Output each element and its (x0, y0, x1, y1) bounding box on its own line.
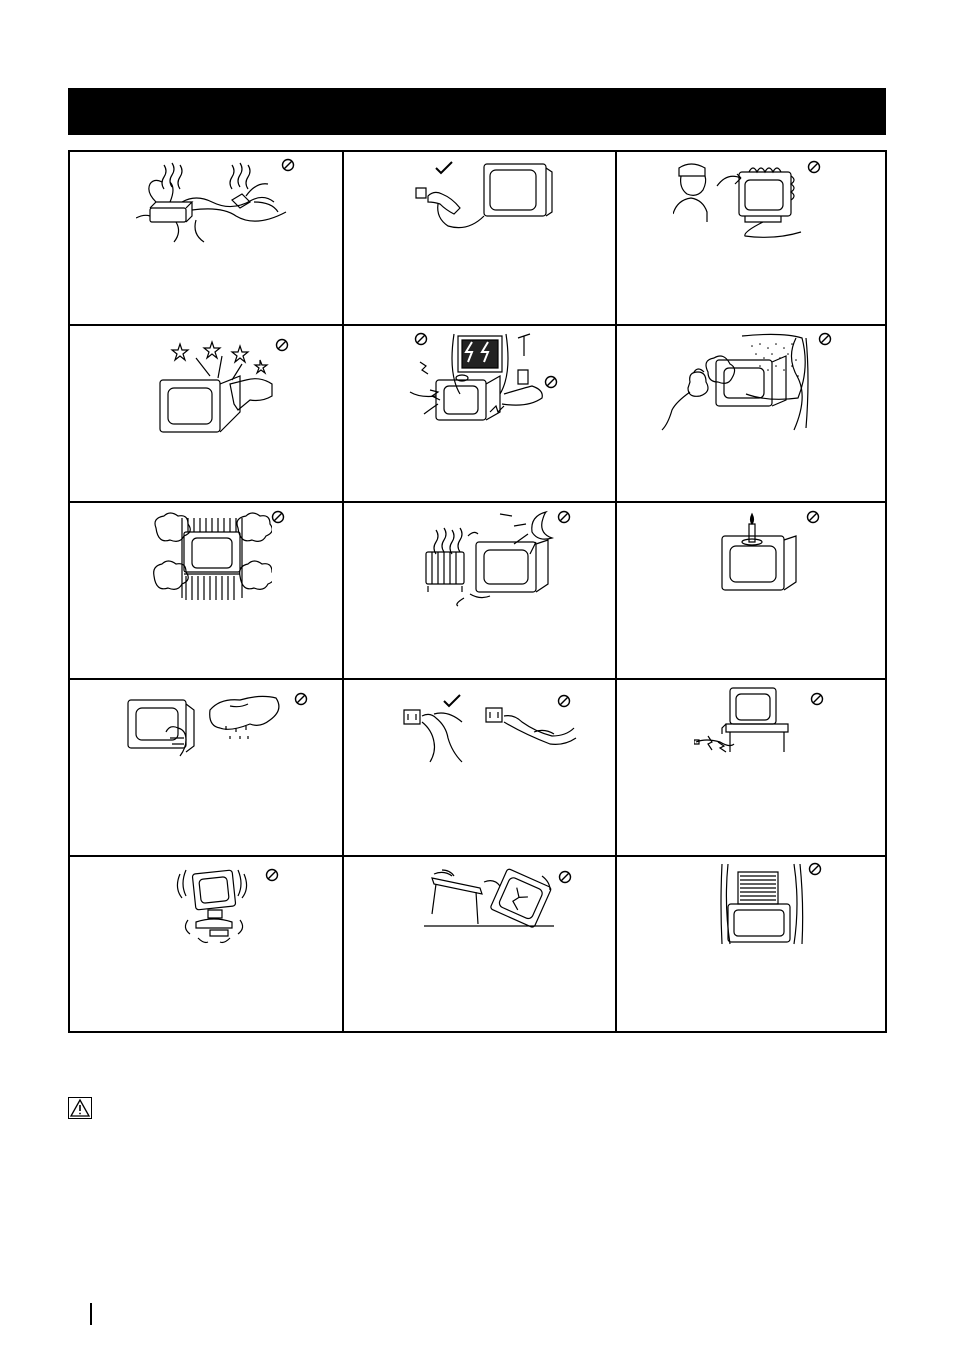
prohibited-icon (281, 158, 295, 172)
candle-on-tv-icon (720, 512, 800, 594)
prohibited-icon (275, 338, 289, 352)
prohibited-icon (808, 862, 822, 876)
falling-tv-icon (422, 868, 556, 932)
prohibited-icon (807, 160, 821, 174)
page-margin-rule (90, 1303, 92, 1325)
lightning-storm-icon (400, 332, 550, 428)
heavy-objects-on-tv-icon (720, 862, 810, 946)
section-header-bar (68, 88, 886, 135)
steam-humidity-icon (656, 332, 816, 432)
wet-cloth-icon (126, 692, 296, 762)
caution-triangle-icon (68, 1097, 92, 1119)
prohibited-icon (265, 868, 279, 882)
grid-divider (70, 855, 885, 857)
grid-divider (70, 678, 885, 680)
prohibited-icon (294, 692, 308, 706)
checkmark-icon (443, 694, 461, 708)
grid-divider (342, 152, 344, 1031)
object-inserted-tv-icon (156, 338, 276, 436)
grid-divider (70, 324, 885, 326)
prohibited-icon (806, 510, 820, 524)
prohibited-icon (557, 510, 571, 524)
service-technician-icon (673, 158, 809, 238)
safety-illustration-grid (68, 150, 887, 1033)
prohibited-icon (818, 332, 832, 346)
overloaded-outlet-icon (136, 160, 306, 245)
prohibited-icon (544, 375, 558, 389)
prohibited-icon (810, 692, 824, 706)
prohibited-icon (414, 332, 428, 346)
prohibited-icon (558, 870, 572, 884)
grid-divider (70, 501, 885, 503)
prohibited-icon (271, 510, 285, 524)
unplug-by-plug-icon (400, 700, 580, 766)
heat-sunlight-icon (416, 508, 566, 608)
grid-divider (615, 152, 617, 1031)
checkmark-icon (435, 161, 453, 175)
blocked-ventilation-icon (152, 512, 272, 604)
damaged-cord-icon (694, 686, 794, 758)
unstable-surface-icon (174, 864, 254, 946)
prohibited-icon (557, 694, 571, 708)
